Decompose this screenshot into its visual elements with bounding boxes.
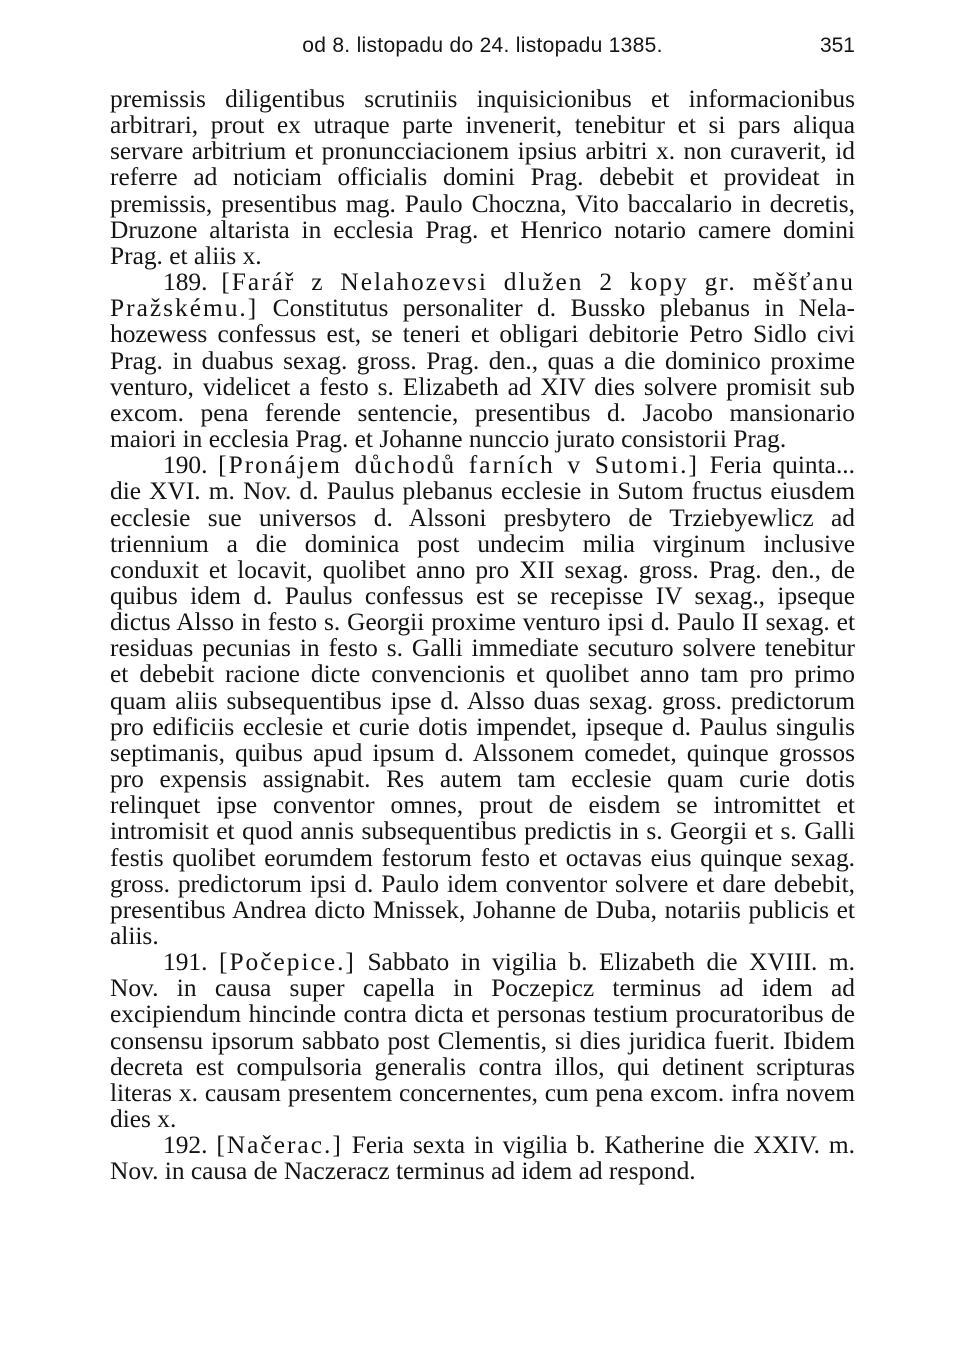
entry-text: Feria sexta in vigilia b. Katherine die XXIV. m. Nov. in causa de Naczeracz terminus ad idem ad respond. [110, 1131, 855, 1186]
entry-heading: [Farář z Nelahozevsi dlužen 2 kopy gr. měšťanu Pražskému.] [110, 268, 855, 323]
paragraph-text: premissis diligentibus scrutiniis inquisicionibus et informacionibus arbitrari, prout ex utraque parte invenerit, tenebitur et si pars aliqua servare arbitrium et pronuncciacionem ipsius arbitri x. non curaverit, id referre ad noticiam officialis domini Prag. debebit et provideat in premissis, presentibus mag. Paulo Choczna, Vito baccalario in decretis, Druzone altarista in ecclesia Prag. et Henrico notario camere domini Prag. et aliis x. [110, 85, 855, 270]
entry-heading: [Počepice.] [218, 948, 356, 977]
paragraph-continuation [110, 86, 855, 269]
entry-number: 192. [163, 1131, 208, 1160]
entry-heading: [Pronájem důchodů farních v Sutomi.] [218, 451, 699, 480]
entry-text: Sabbato in vigilia b. Elizabeth die XVIII. m. Nov. in causa super capella in Poczepicz terminus ad idem ad excipiendum hincinde contra dicta et personas testium procuratoribus de consensu ipsorum sabbato post Clementis, si dies juridica fuerit. Ibidem decreta est compulsoria generalis contra illos, qui detinent scripturas literas x. causam presentem concernentes, cum pena excom. infra novem dies x. [110, 948, 856, 1134]
entry-191 [110, 949, 855, 1132]
entry-number: 189. [163, 268, 208, 297]
entry-text: Feria quinta... die XVI. m. Nov. d. Paulus plebanus ecclesie in Sutom fructus eiusdem ecclesie sue universos d. Alssoni presbytero de Trziebyewlicz ad triennium a die dominica post undecim milia virginum inclusive conduxit et locavit, quolibet anno pro XII sexag. gross. Prag. den., de quibus idem d. Paulus confessus est se recepisse IV sexag., ipseque dictus Alsso in festo s. Georgii proxime venturo ipsi d. Paulo II sexag. et residuas pecunias in festo s. Galli immediate secuturo solvere tenebitur et debebit racione dicte convencionis et quolibet anno tam pro primo quam aliis subsequentibus ipse d. Alsso duas sexag. gross. predictorum pro edificiis ecclesie et curie dotis impendet, ipseque d. Paulus singulis septimanis, quibus apud ipsum d. Alssonem comedet, quinque grossos pro expensis assignabit. Res autem tam ecclesie quam curie dotis relinquet ipse conventor omnes, prout de eisdem se intromittet et intromisit et quod annis subsequentibus predictis in s. Georgii et s. Galli festis quolibet eorumdem festorum festo et octavas eius quinque sexag. gross. predictorum ipsi d. Paulo idem conventor solvere et dare debebit, presentibus Andrea dicto Mnissek, Johanne de Duba, notariis publicis et aliis. [110, 451, 855, 950]
running-header [110, 34, 855, 64]
page-number: 351 [819, 34, 855, 57]
body-text [110, 86, 855, 1185]
entry-number: 190. [163, 451, 208, 480]
entry-192 [110, 1132, 855, 1184]
entry-heading: [Načerac.] [216, 1131, 343, 1160]
entry-189 [110, 269, 855, 452]
running-title: od 8. listopadu do 24. listopadu 1385. [302, 34, 663, 57]
entry-text: Constitutus personaliter d. Bussko plebanus in Nelahozewess confessus est, se teneri et obligari debitorie Petro Sidlo civi Prag. in duabus sexag. gross. Prag. den., quas a die dominico proxime venturo, videlicet a festo s. Elizabeth ad XIV dies solvere promisit sub excom. pena ferende sentencie, presentibus d. Jacobo mansionario maiori in ecclesia Prag. et Johanne nunccio jurato consistorii Prag. [110, 294, 855, 454]
entry-190 [110, 452, 855, 949]
entry-number: 191. [163, 948, 208, 977]
